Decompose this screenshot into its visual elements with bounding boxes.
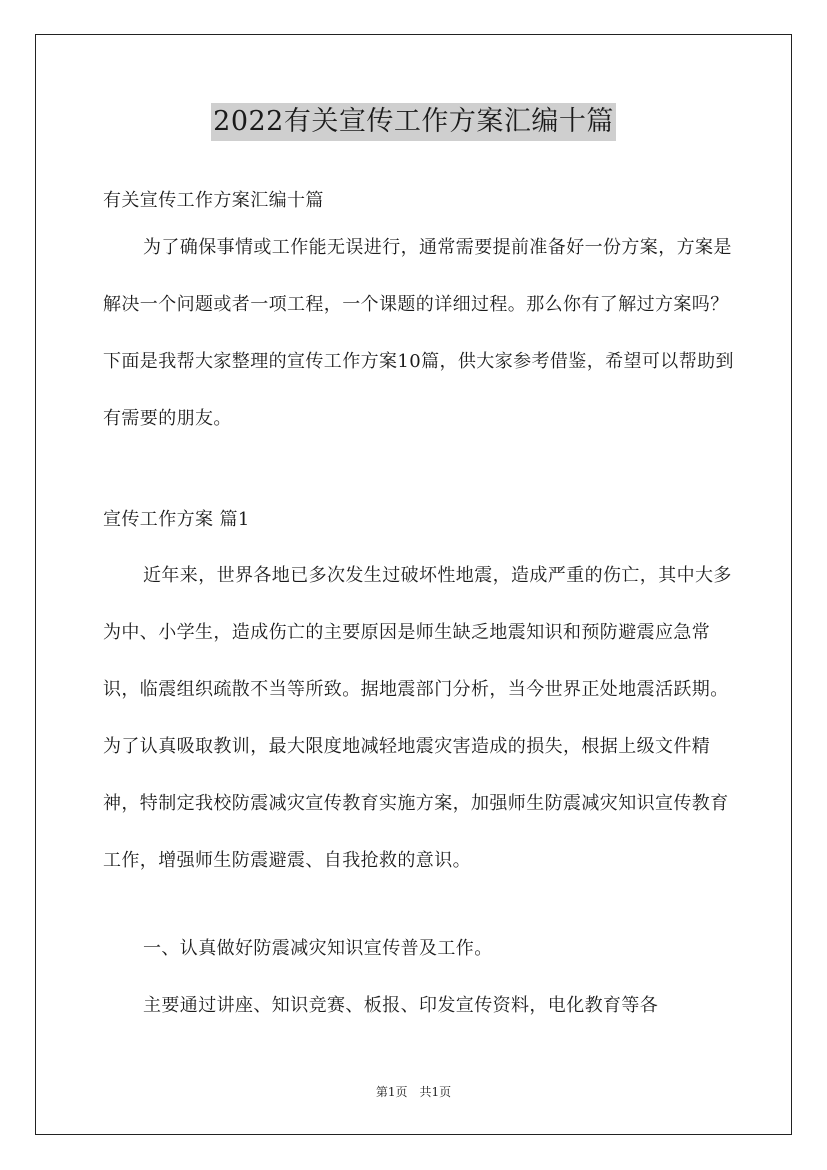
body-paragraph-2: 一、认真做好防震减灾知识宣传普及工作。 xyxy=(143,938,493,959)
document-subtitle: 有关宣传工作方案汇编十篇 xyxy=(103,190,324,211)
body-paragraph-1: 近年来，世界各地已多次发生过破坏性地震，造成严重的伤亡，其中大多为中、小学生，造成伤亡的主要原因是师生缺乏地震知识和预防避震应急常识，临震组织疏散不当等所致。据地震部门分析，当今世界正处地震活跃期。为了认真吸取教训，最大限度地减轻地震灾害造成的损失，根据上级文件精神，特制定我校防震减灾宣传教育实施方案，加强师生防震减灾知识宣传教育工作，增强师生防震避震、自我抢救的意识。 xyxy=(103,565,732,871)
section-heading: 宣传工作方案 篇1 xyxy=(103,509,250,530)
intro-paragraph: 为了确保事情或工作能无误进行，通常需要提前准备好一份方案，方案是解决一个问题或者一项工程，一个课题的详细过程。那么你有了解过方案吗？下面是我帮大家整理的宣传工作方案10篇，供大家参考借鉴，希望可以帮助到有需要的朋友。 xyxy=(103,237,734,429)
page-footer xyxy=(0,1084,827,1100)
title-container xyxy=(0,103,827,141)
document-title: 2022有关宣传工作方案汇编十篇 xyxy=(211,103,616,141)
body-paragraph-3: 主要通过讲座、知识竞赛、板报、印发宣传资料，电化教育等各 xyxy=(143,995,659,1016)
page-number: 第1页 共1页 xyxy=(375,1085,452,1099)
